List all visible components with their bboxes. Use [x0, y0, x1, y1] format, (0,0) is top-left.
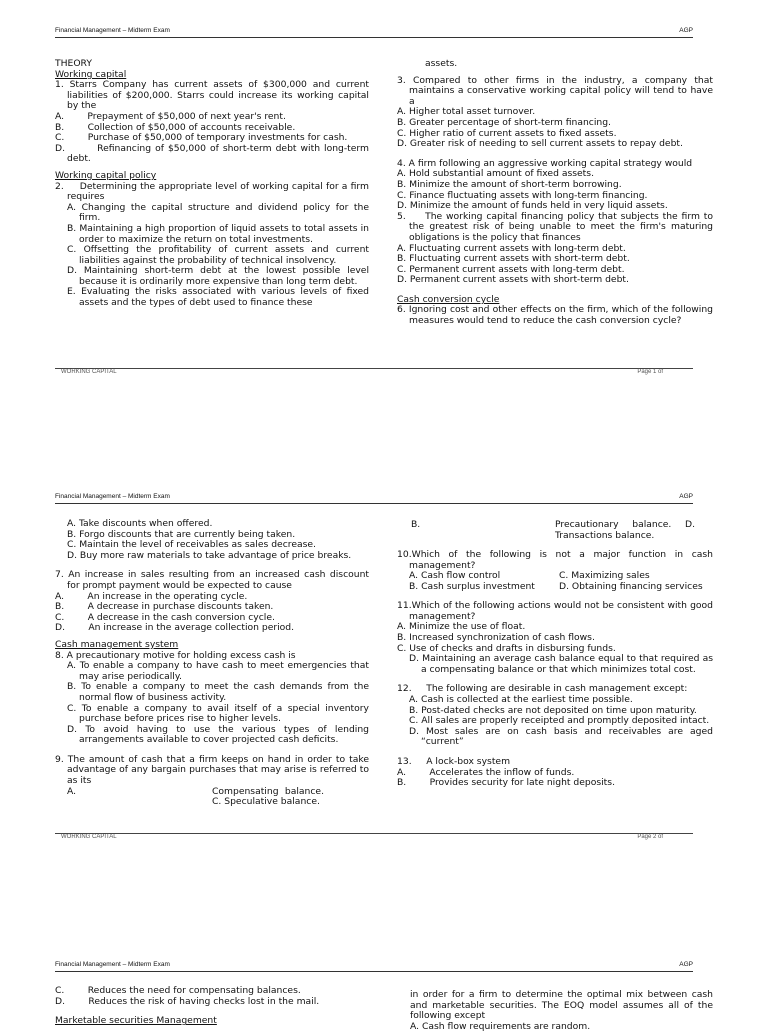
page1-right-column: [397, 59, 713, 327]
q11-option-a: A. Minimize the use of float.: [397, 621, 526, 633]
page1-left-column: [55, 59, 369, 309]
q10-options: [397, 571, 713, 592]
q9-option-b-label: B.: [411, 519, 421, 530]
q4-option-a: A. Hold substantial amount of fixed assets.: [397, 168, 594, 180]
q5-option-a: A. Fluctuating current assets with long-term debt.: [397, 242, 626, 254]
q6-option-d: D. Buy more raw materials to take advantage of price breaks.: [67, 549, 352, 561]
q5-option-c: C. Permanent current assets with long-term debt.: [397, 263, 625, 275]
q7-option-a: A. An increase in the operating cycle.: [55, 590, 248, 602]
q2-option-c: C. Offsetting the profitability of current assets and current liabilities against the probability of technical insolvency.: [67, 244, 369, 266]
q2-option-b: B. Maintaining a high proportion of liquid assets to total assets in order to maximize the return on total investments.: [67, 222, 369, 245]
page-footer: [55, 833, 693, 839]
question-6: 6. Ignoring cost and other effects on the firm, which of the following measures would tend to reduce the cash conversion cycle?: [397, 304, 713, 327]
q11-option-c: C. Use of checks and drafts in disbursing funds.: [397, 642, 616, 654]
q4-option-d: D. Minimize the amount of funds held in very liquid assets.: [397, 200, 668, 212]
page-header: [55, 24, 693, 38]
q1-option-b: B. Collection of $50,000 of accounts receivable.: [55, 121, 296, 133]
page-header: [55, 490, 693, 504]
header-title: Financial Management – Midterm Exam: [55, 493, 170, 500]
header-initials: AGP: [679, 27, 693, 34]
q8-option-c: C. To enable a company to avail itself of a special inventory purchase before prices rise to higher levels.: [67, 702, 369, 725]
page3-left-column: [55, 985, 369, 1027]
q10-option-c: C. Maximizing sales: [559, 570, 650, 582]
q9-option-a-text: Compensating balance. C. Speculative balance.: [212, 785, 324, 808]
page3-right-column: [410, 989, 713, 1032]
section-title-cash-conversion-cycle: Cash conversion cycle: [397, 293, 500, 305]
footer-page: Page 2 of: [637, 834, 663, 840]
question-13: 13. A lock-box system: [397, 755, 511, 767]
section-title-cash-management-system: Cash management system: [55, 638, 179, 650]
page-footer: [55, 368, 693, 374]
q11-option-b: B. Increased synchronization of cash flows.: [397, 631, 595, 643]
header-initials: AGP: [679, 961, 693, 968]
q13-option-d: D. Reduces the risk of having checks lost in the mail.: [55, 995, 320, 1007]
header-title: Financial Management – Midterm Exam: [55, 961, 170, 968]
question-eoq-continued: in order for a firm to determine the optimal mix between cash and marketable securities. The EOQ model assumes all of the following except: [410, 989, 713, 1022]
page-header: [55, 958, 693, 972]
question-9: 9. The amount of cash that a firm keeps on hand in order to take advantage of any bargain purchases that may arise is referred to as its: [55, 753, 369, 787]
section-title-marketable-securities: Marketable securities Management: [55, 1015, 217, 1027]
footer-page: Page 1 of: [637, 369, 663, 375]
q9-option-b-text: Precautionary balance. D. Transactions balance.: [555, 519, 695, 541]
q12-option-d: D. Most sales are on cash basis and receivables are aged “current”: [409, 725, 713, 748]
question-10: 10.Which of the following is not a major function in cash management?: [397, 549, 713, 571]
page2-right-column: [397, 519, 713, 789]
question-12: 12. The following are desirable in cash management except:: [397, 683, 688, 695]
q10-option-a: A. Cash flow control: [409, 570, 501, 582]
q1-option-c: C. Purchase of $50,000 of temporary investments for cash.: [55, 132, 348, 144]
q12-option-b: B. Post-dated checks are not deposited on time upon maturity.: [409, 704, 697, 716]
q3-option-b: B. Greater percentage of short-term financing.: [397, 116, 611, 128]
question-11: 11.Which of the following actions would not be consistent with good management?: [397, 600, 713, 622]
q7-option-d: D. An increase in the average collection period.: [55, 622, 295, 634]
q8-option-a: A. To enable a company to have cash to meet emergencies that may arise periodically.: [67, 660, 369, 682]
q9-options-row-b: [397, 519, 713, 541]
question-5: 5. The working capital financing policy that subjects the firm to the greatest risk of being unable to meet the firm's maturing obligations is the policy that finances: [397, 210, 713, 243]
q1-option-d: D. Refinancing of $50,000 of short-term debt with long-term debt.: [55, 142, 369, 165]
q3-option-c: C. Higher ratio of current assets to fixed assets.: [397, 127, 617, 139]
q3-option-d: D. Greater risk of needing to sell current assets to repay debt.: [397, 138, 683, 150]
q12-option-c: C. All sales are properly receipted and promptly deposited intact.: [409, 715, 710, 727]
header-initials: AGP: [679, 493, 693, 500]
question-4: 4. A firm following an aggressive working capital strategy would: [397, 157, 693, 169]
question-2: 2. Determining the appropriate level of working capital for a firm requires: [55, 180, 369, 203]
q6-option-c: C. Maintain the level of receivables as sales decrease.: [67, 539, 316, 551]
question-1: 1. Starrs Company has current assets of $300,000 and current liabilities of $200,000. Starrs could increase its working capital by the: [55, 79, 369, 112]
q13-option-c: C. Reduces the need for compensating balances.: [55, 985, 301, 996]
footer-label: WORKING CAPITAL: [61, 369, 117, 375]
q12-option-a: A. Cash is collected at the earliest time possible.: [409, 693, 633, 705]
q4-option-c: C. Finance fluctuating assets with long-term financing.: [397, 189, 648, 201]
q2-option-e: E. Evaluating the risks associated with various levels of fixed assets and the types of debt used to finance these: [67, 286, 369, 309]
q11-option-d: D. Maintaining an average cash balance equal to that required as a compensating balance or that which minimizes total cost.: [409, 653, 713, 675]
q2-option-a: A. Changing the capital structure and dividend policy for the firm.: [67, 201, 369, 224]
q6-option-a: A. Take discounts when offered.: [67, 518, 213, 529]
q8-option-b: B. To enable a company to meet the cash demands from the normal flow of business activity.: [67, 681, 369, 703]
q5-option-d: D. Permanent current assets with short-term debt.: [397, 274, 629, 286]
eoq-option-a: A. Cash flow requirements are random.: [410, 1020, 591, 1032]
q2-option-d: D. Maintaining short-term debt at the lowest possible level because it is ordinarily more expensive than long term debt.: [67, 265, 369, 287]
q7-option-b: B. A decrease in purchase discounts taken.: [55, 601, 274, 613]
header-title: Financial Management – Midterm Exam: [55, 27, 170, 34]
q2-option-e-continued: assets.: [425, 58, 458, 69]
header-rule: [55, 37, 693, 38]
question-3: 3. Compared to other firms in the industry, a company that maintains a conservative working capital policy will tend to have a: [397, 74, 713, 107]
q3-option-a: A. Higher total asset turnover.: [397, 106, 536, 118]
section-title-working-capital: Working capital: [55, 68, 127, 80]
q9-option-a-label: A.: [67, 785, 77, 797]
q1-option-a: A. Prepayment of $50,000 of next year's rent.: [55, 110, 286, 122]
section-title-working-capital-policy: Working capital policy: [55, 169, 157, 181]
q9-options-row: [55, 787, 369, 809]
header-rule: [55, 503, 693, 504]
q10-option-d: D. Obtaining financing services: [559, 580, 703, 592]
header-rule: [55, 971, 693, 972]
q7-option-c: C. A decrease in the cash conversion cycle.: [55, 611, 275, 623]
footer-label: WORKING CAPITAL: [61, 834, 117, 840]
q5-option-b: B. Fluctuating current assets with short-term debt.: [397, 253, 630, 265]
question-8: 8. A precautionary motive for holding excess cash is: [55, 649, 296, 661]
q4-option-b: B. Minimize the amount of short-term borrowing.: [397, 178, 622, 190]
page2-left-column: [55, 519, 369, 809]
q10-option-b: B. Cash surplus investment: [409, 580, 535, 592]
q6-option-b: B. Forgo discounts that are currently being taken.: [67, 528, 296, 540]
theory-heading: THEORY: [55, 58, 92, 69]
q13-option-b: B. Provides security for late night deposits.: [397, 777, 615, 789]
q13-option-a: A. Accelerates the inflow of funds.: [397, 766, 575, 778]
question-7: 7. An increase in sales resulting from an increased cash discount for prompt payment would be expected to cause: [55, 569, 369, 591]
q8-option-d: D. To avoid having to use the various types of lending arrangements available to cover projected cash deficits.: [67, 723, 369, 746]
